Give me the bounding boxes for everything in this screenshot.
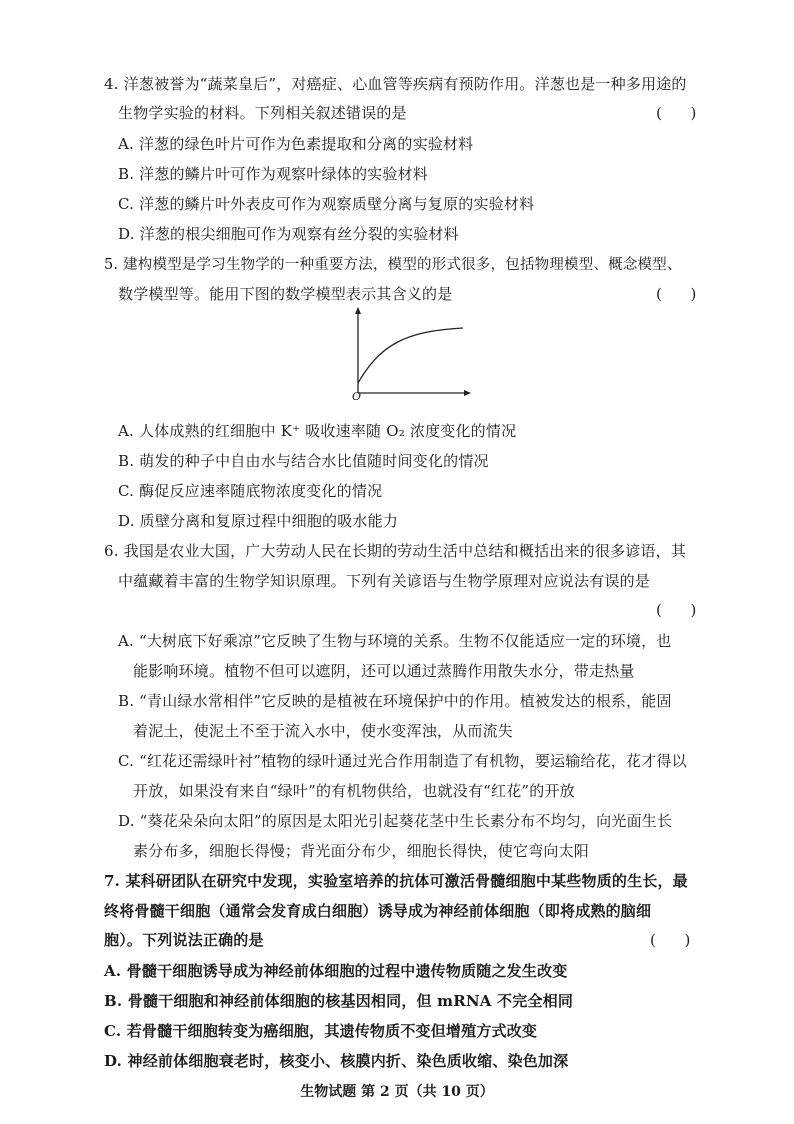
q7-stem-line2: 终将骨髓干细胞（通常会发育成白细胞）诱导成为神经前体细胞（即将成熟的脑细 [104, 902, 652, 920]
q5-option-c: C. 酶促反应速率随底物浓度变化的情况 [118, 482, 383, 500]
q6-option-a-line1: A. “大树底下好乘凉”它反映了生物与环境的关系。生物不仅能适应一定的环境，也 [118, 632, 672, 650]
q6-option-c-line1: C. “红花还需绿叶衬”植物的绿叶通过光合作用制造了有机物，要运输给花，花才得以 [118, 752, 687, 770]
q7-option-b: B. 骨髓干细胞和神经前体细胞的核基因相同，但 mRNA 不完全相同 [104, 992, 574, 1010]
x-axis-arrow [464, 390, 471, 396]
q6-option-b-line2: 着泥土，使泥土不至于流入水中，使水变浑浊，从而流失 [133, 722, 514, 740]
q4-option-c: C. 洋葱的鳞片叶外表皮可作为观察质壁分离与复原的实验材料 [118, 195, 535, 213]
page-footer: 生物试题 第 2 页（共 10 页） [300, 1084, 494, 1100]
q6-stem-line2: 中蕴藏着丰富的生物学知识原理。下列有关谚语与生物学原理对应说法有误的是 [118, 572, 651, 590]
q4-option-d: D. 洋葱的根尖细胞可作为观察有丝分裂的实验材料 [118, 225, 459, 243]
q7-stem-line1: 7. 某科研团队在研究中发现，实验室培养的抗体可激活骨髓细胞中某些物质的生长，最 [104, 872, 688, 890]
q4-option-a: A. 洋葱的绿色叶片可作为色素提取和分离的实验材料 [118, 135, 474, 153]
q7-stem-line3: 胞）。下列说法正确的是 [104, 931, 264, 949]
q7-answer-paren: ( ) [650, 931, 691, 949]
graph-origin-label: O [352, 390, 362, 403]
math-model-graph [345, 305, 475, 405]
q6-answer-paren: ( ) [656, 601, 697, 619]
q6-option-d-line1: D. “葵花朵朵向太阳”的原因是太阳光引起葵花茎中生长素分布不均匀，向光面生长 [118, 812, 673, 830]
q6-option-d-line2: 素分布多，细胞长得慢；背光面分布少，细胞长得快，使它弯向太阳 [133, 842, 590, 860]
q5-option-d: D. 质壁分离和复原过程中细胞的吸水能力 [118, 512, 399, 530]
y-axis-arrow [355, 307, 361, 314]
q6-option-b-line1: B. “青山绿水常相伴”它反映的是植被在环境保护中的作用。植被发达的根系，能固 [118, 692, 672, 710]
q6-option-a-line2: 能影响环境。植物不但可以遮阴，还可以通过蒸腾作用散失水分，带走热量 [133, 662, 635, 680]
q5-option-a: A. 人体成熟的红细胞中 K⁺ 吸收速率随 O₂ 浓度变化的情况 [118, 422, 517, 440]
q5-stem-line2: 数学模型等。能用下图的数学模型表示其含义的是 [118, 285, 453, 303]
q4-stem-line1: 4. 洋葱被誉为“蔬菜皇后”，对癌症、心血管等疾病有预防作用。洋葱也是一种多用途的 [104, 75, 687, 93]
q7-option-a: A. 骨髓干细胞诱导成为神经前体细胞的过程中遗传物质随之发生改变 [104, 962, 568, 980]
q4-answer-paren: ( ) [656, 104, 697, 122]
q5-option-b: B. 萌发的种子中自由水与结合水比值随时间变化的情况 [118, 452, 489, 470]
q4-option-b: B. 洋葱的鳞片叶可作为观察叶绿体的实验材料 [118, 165, 428, 183]
q7-option-c: C. 若骨髓干细胞转变为癌细胞，其遗传物质不变但增殖方式改变 [104, 1022, 538, 1040]
q6-option-c-line2: 开放，如果没有来自“绿叶”的有机物供给，也就没有“红花”的开放 [133, 782, 575, 800]
saturation-curve [358, 328, 463, 383]
q6-stem-line1: 6. 我国是农业大国，广大劳动人民在长期的劳动生活中总结和概括出来的很多谚语，其 [104, 542, 687, 560]
q7-option-d: D. 神经前体细胞衰老时，核变小、核膜内折、染色质收缩、染色加深 [104, 1052, 569, 1070]
q4-stem-line2: 生物学实验的材料。下列相关叙述错误的是 [118, 104, 407, 122]
q5-answer-paren: ( ) [656, 285, 697, 303]
q5-stem-line1: 5. 建构模型是学习生物学的一种重要方法，模型的形式很多，包括物理模型、概念模型、 [104, 257, 682, 273]
